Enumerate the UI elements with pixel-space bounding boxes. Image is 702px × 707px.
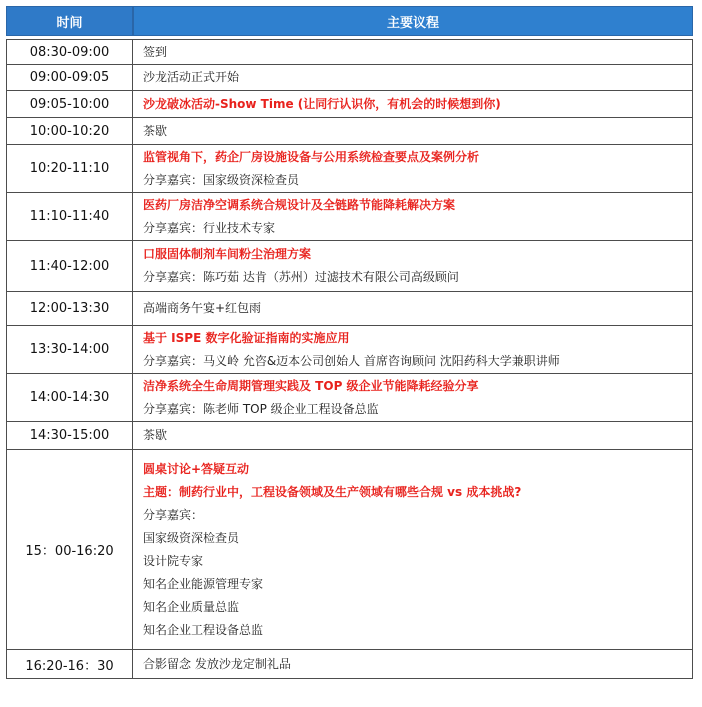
agenda-text: 茶歇 bbox=[143, 123, 168, 138]
time-cell: 09:05-10:00 bbox=[6, 91, 133, 118]
agenda-topic: 主题：制药行业中，工程设备领域及生产领域有哪些合规 vs 成本挑战? bbox=[143, 484, 522, 499]
agenda-row bbox=[6, 374, 693, 422]
agenda-text: 茶歇 bbox=[143, 428, 168, 442]
agenda-text: 沙龙活动正式开始 bbox=[143, 70, 240, 84]
agenda-content-cell bbox=[133, 193, 693, 241]
agenda-content-cell bbox=[133, 39, 693, 65]
agenda-content-cell bbox=[133, 65, 693, 91]
time-cell: 12:00-13:30 bbox=[6, 292, 133, 326]
agenda-text: 设计院专家 bbox=[143, 553, 204, 568]
time-cell: 09:00-09:05 bbox=[6, 65, 133, 91]
header-time: 时间 bbox=[6, 6, 133, 36]
agenda-text: 分享嘉宾：国家级资深检查员 bbox=[143, 172, 300, 187]
agenda-content-cell bbox=[133, 650, 693, 679]
agenda-content-cell bbox=[133, 422, 693, 450]
agenda-content-cell bbox=[133, 326, 693, 374]
time-cell: 15：00-16:20 bbox=[6, 450, 133, 650]
agenda-content-cell bbox=[133, 374, 693, 422]
agenda-body bbox=[6, 39, 693, 679]
time-cell: 11:10-11:40 bbox=[6, 193, 133, 241]
agenda-content-cell bbox=[133, 145, 693, 193]
agenda-row bbox=[6, 241, 693, 292]
agenda-text: 知名企业工程设备总监 bbox=[143, 622, 264, 637]
agenda-row bbox=[6, 65, 693, 91]
agenda-row bbox=[6, 450, 693, 650]
agenda-text: 知名企业质量总监 bbox=[143, 599, 240, 614]
agenda-row bbox=[6, 292, 693, 326]
agenda-topic: 医药厂房洁净空调系统合规设计及全链路节能降耗解决方案 bbox=[143, 197, 456, 212]
agenda-row bbox=[6, 39, 693, 65]
agenda-table bbox=[6, 6, 693, 679]
time-cell: 10:00-10:20 bbox=[6, 118, 133, 145]
agenda-row bbox=[6, 422, 693, 450]
agenda-text: 合影留念 发放沙龙定制礼品 bbox=[143, 656, 291, 671]
time-cell: 10:20-11:10 bbox=[6, 145, 133, 193]
agenda-topic: 基于 ISPE 数字化验证指南的实施应用 bbox=[143, 330, 350, 345]
agenda-content-cell bbox=[133, 241, 693, 292]
agenda-text: 国家级资深检查员 bbox=[143, 530, 240, 545]
agenda-topic: 洁净系统全生命周期管理实践及 TOP 级企业节能降耗经验分享 bbox=[143, 378, 479, 393]
agenda-text: 分享嘉宾： bbox=[143, 507, 204, 522]
agenda-text: 知名企业能源管理专家 bbox=[143, 576, 264, 591]
agenda-text: 高端商务午宴+红包雨 bbox=[143, 301, 262, 315]
time-cell: 16:20-16：30 bbox=[6, 650, 133, 679]
agenda-text: 分享嘉宾：陈巧茹 达肯（苏州）过滤技术有限公司高级顾问 bbox=[143, 270, 459, 284]
time-cell: 14:30-15:00 bbox=[6, 422, 133, 450]
time-cell: 14:00-14:30 bbox=[6, 374, 133, 422]
time-cell: 13:30-14:00 bbox=[6, 326, 133, 374]
agenda-text: 签到 bbox=[143, 44, 168, 59]
agenda-topic: 监管视角下，药企厂房设施设备与公用系统检查要点及案例分析 bbox=[143, 149, 480, 164]
agenda-text: 分享嘉宾：行业技术专家 bbox=[143, 220, 276, 235]
agenda-content-cell bbox=[133, 450, 693, 650]
agenda-text: 分享嘉宾：马义岭 允咨&迈本公司创始人 首席咨询顾问 沈阳药科大学兼职讲师 bbox=[143, 353, 560, 368]
agenda-topic: 沙龙破冰活动-Show Time (让同行认识你，有机会的时候想到你) bbox=[143, 96, 501, 111]
agenda-row bbox=[6, 145, 693, 193]
agenda-text: 分享嘉宾：陈老师 TOP 级企业工程设备总监 bbox=[143, 401, 379, 416]
agenda-row bbox=[6, 118, 693, 145]
agenda-content-cell bbox=[133, 118, 693, 145]
agenda-row bbox=[6, 650, 693, 679]
agenda-content-cell bbox=[133, 91, 693, 118]
agenda-row bbox=[6, 193, 693, 241]
header-agenda: 主要议程 bbox=[133, 6, 693, 36]
agenda-topic: 口服固体制剂车间粉尘治理方案 bbox=[143, 247, 312, 261]
time-cell: 08:30-09:00 bbox=[6, 39, 133, 65]
header-row bbox=[6, 6, 693, 36]
agenda-row bbox=[6, 326, 693, 374]
agenda-row bbox=[6, 91, 693, 118]
time-cell: 11:40-12:00 bbox=[6, 241, 133, 292]
agenda-content-cell bbox=[133, 292, 693, 326]
agenda-topic: 圆桌讨论+答疑互动 bbox=[143, 461, 250, 476]
